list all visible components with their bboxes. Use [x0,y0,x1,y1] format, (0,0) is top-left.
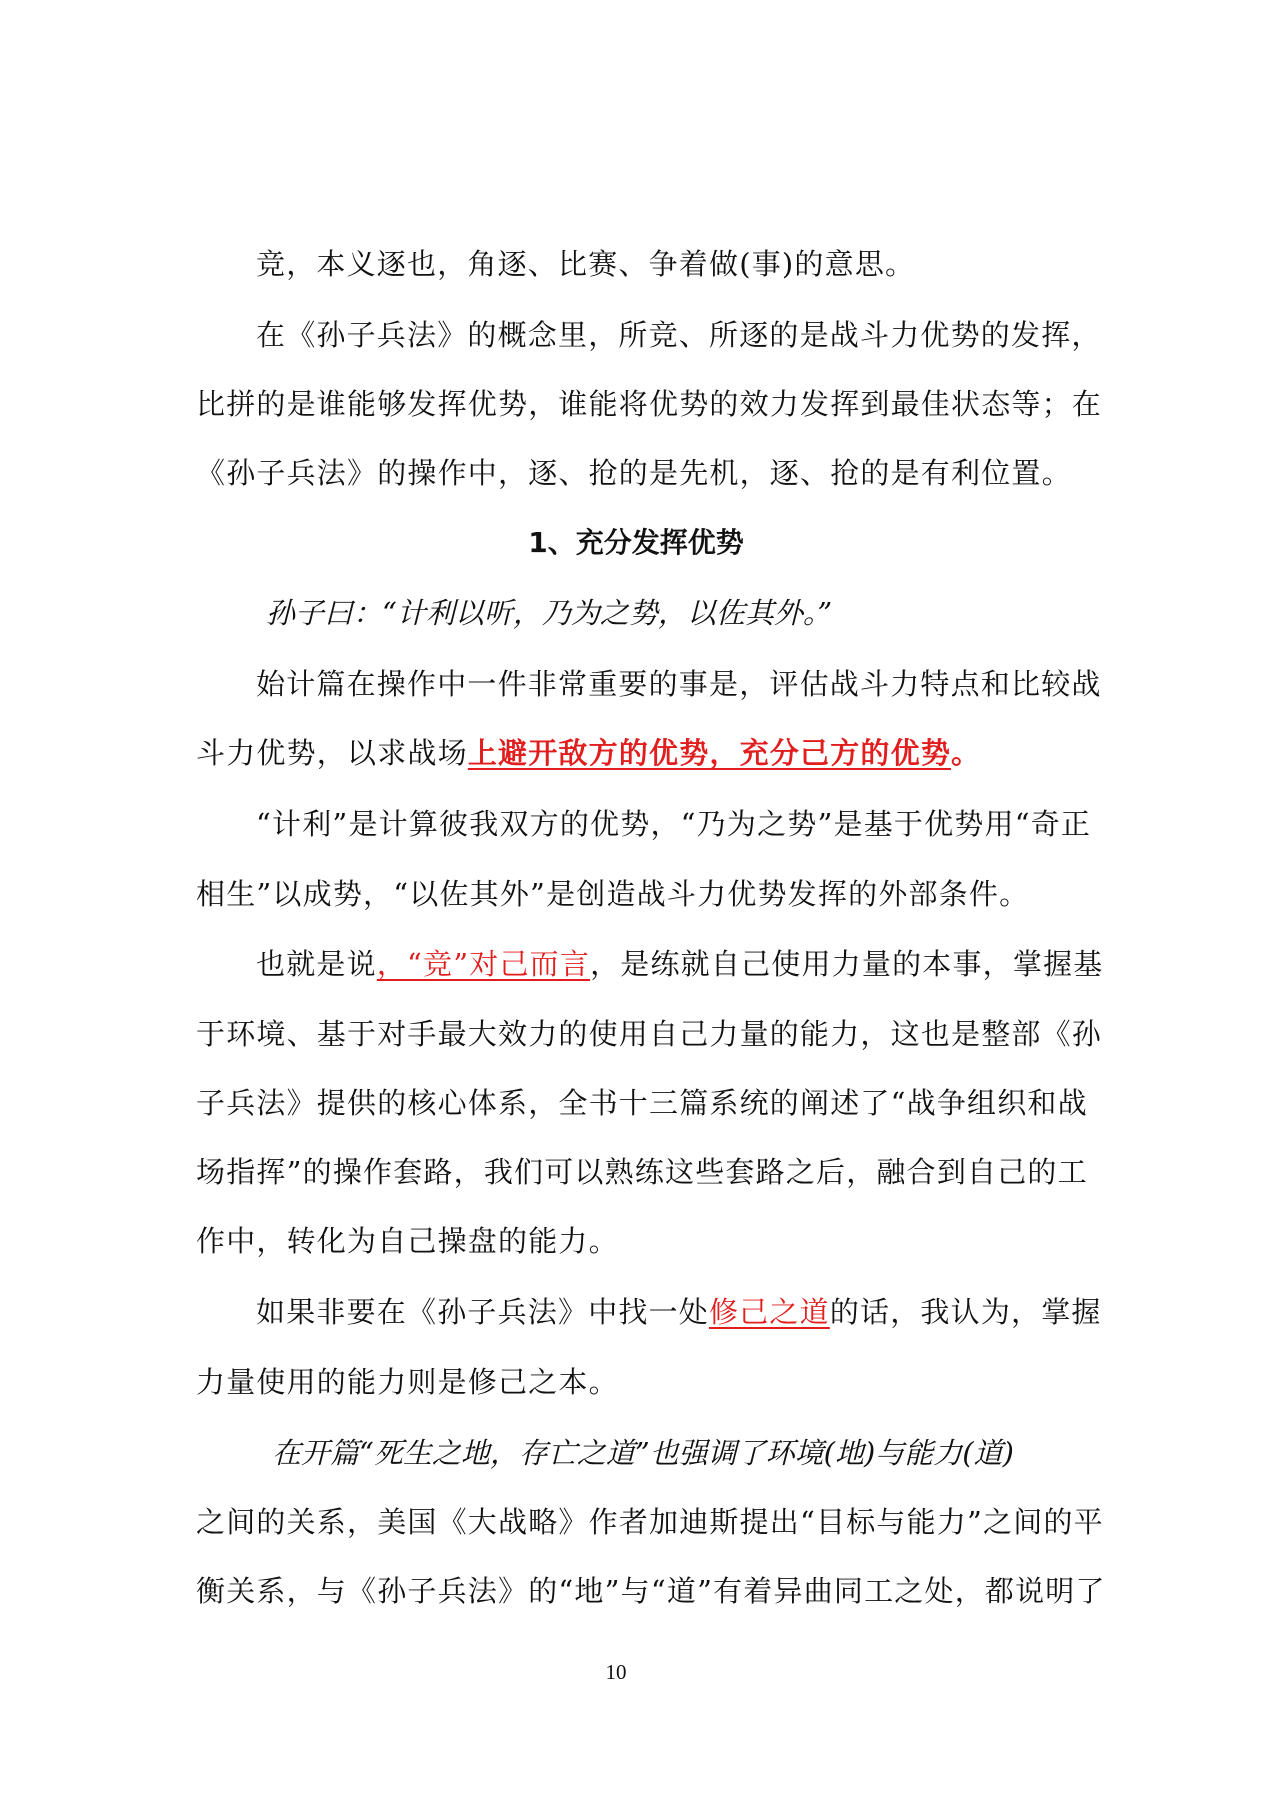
paragraph-line: 相生”以成势，“以佐其外”是创造战斗力优势发挥的外部条件。 [196,877,1030,911]
paragraph-line: 比拼的是谁能够发挥优势，谁能将优势的效力发挥到最佳状态等；在 [196,387,1103,421]
paragraph-line: “计利”是计算彼我双方的优势，“乃为之势”是基于优势用“奇正 [256,807,1092,841]
paragraph-line-with-highlight [196,735,981,771]
paragraph-line: 作中，转化为自己操盘的能力。 [196,1224,619,1258]
text-segment: 。 [951,736,982,770]
paragraph-line: 力量使用的能力则是修己之本。 [196,1365,619,1399]
italic-paragraph-line: 在开篇“死生之地，存亡之道”也强调了环境(地)与能力(道) [272,1436,1014,1470]
paragraph-line: 《孙子兵法》的操作中，逐、抢的是先机，逐、抢的是有利位置。 [196,456,1072,490]
text-segment: ，是练就自己使用力量的本事，掌握基 [590,947,1104,981]
highlighted-text: 修己之道 [709,1295,830,1329]
paragraph-line: 于环境、基于对手最大效力的使用自己力量的能力，这也是整部《孙 [196,1017,1103,1051]
quote-line: 孙子曰：“计利以听，乃为之势，以佐其外。” [266,596,833,630]
paragraph-line: 竞，本义逐也，角逐、比赛、争着做(事)的意思。 [256,247,916,281]
paragraph-line: 始计篇在操作中一件非常重要的事是，评估战斗力特点和比较战 [256,667,1102,701]
paragraph-line: 在《孙子兵法》的概念里，所竞、所逐的是战斗力优势的发挥， [256,318,1102,352]
paragraph-line: 场指挥”的操作套路，我们可以熟练这些套路之后，融合到自己的工 [196,1155,1088,1189]
text-segment: 斗力优势，以求战场 [196,736,468,770]
paragraph-line-with-highlight [256,1294,1102,1330]
highlighted-text: 上避开敌方的优势，充分己方的优势 [467,736,952,770]
paragraph-line: 之间的关系，美国《大战略》作者加迪斯提出“目标与能力”之间的平 [196,1505,1104,1539]
text-segment: 也就是说 [256,947,377,981]
paragraph-line: 子兵法》提供的核心体系，全书十三篇系统的阐述了“战争组织和战 [196,1086,1088,1120]
page-number: 10 [605,1660,627,1684]
section-heading: 1、充分发挥优势 [528,526,744,559]
paragraph-line-with-highlight [256,946,1103,982]
paragraph-line: 衡关系，与《孙子兵法》的“地”与“道”有着异曲同工之处，都说明了 [196,1574,1106,1608]
text-segment: 的话，我认为，掌握 [829,1295,1102,1329]
highlighted-text: ，“竞”对己而言 [376,947,591,981]
text-segment: 如果非要在《孙子兵法》中找一处 [256,1295,710,1329]
